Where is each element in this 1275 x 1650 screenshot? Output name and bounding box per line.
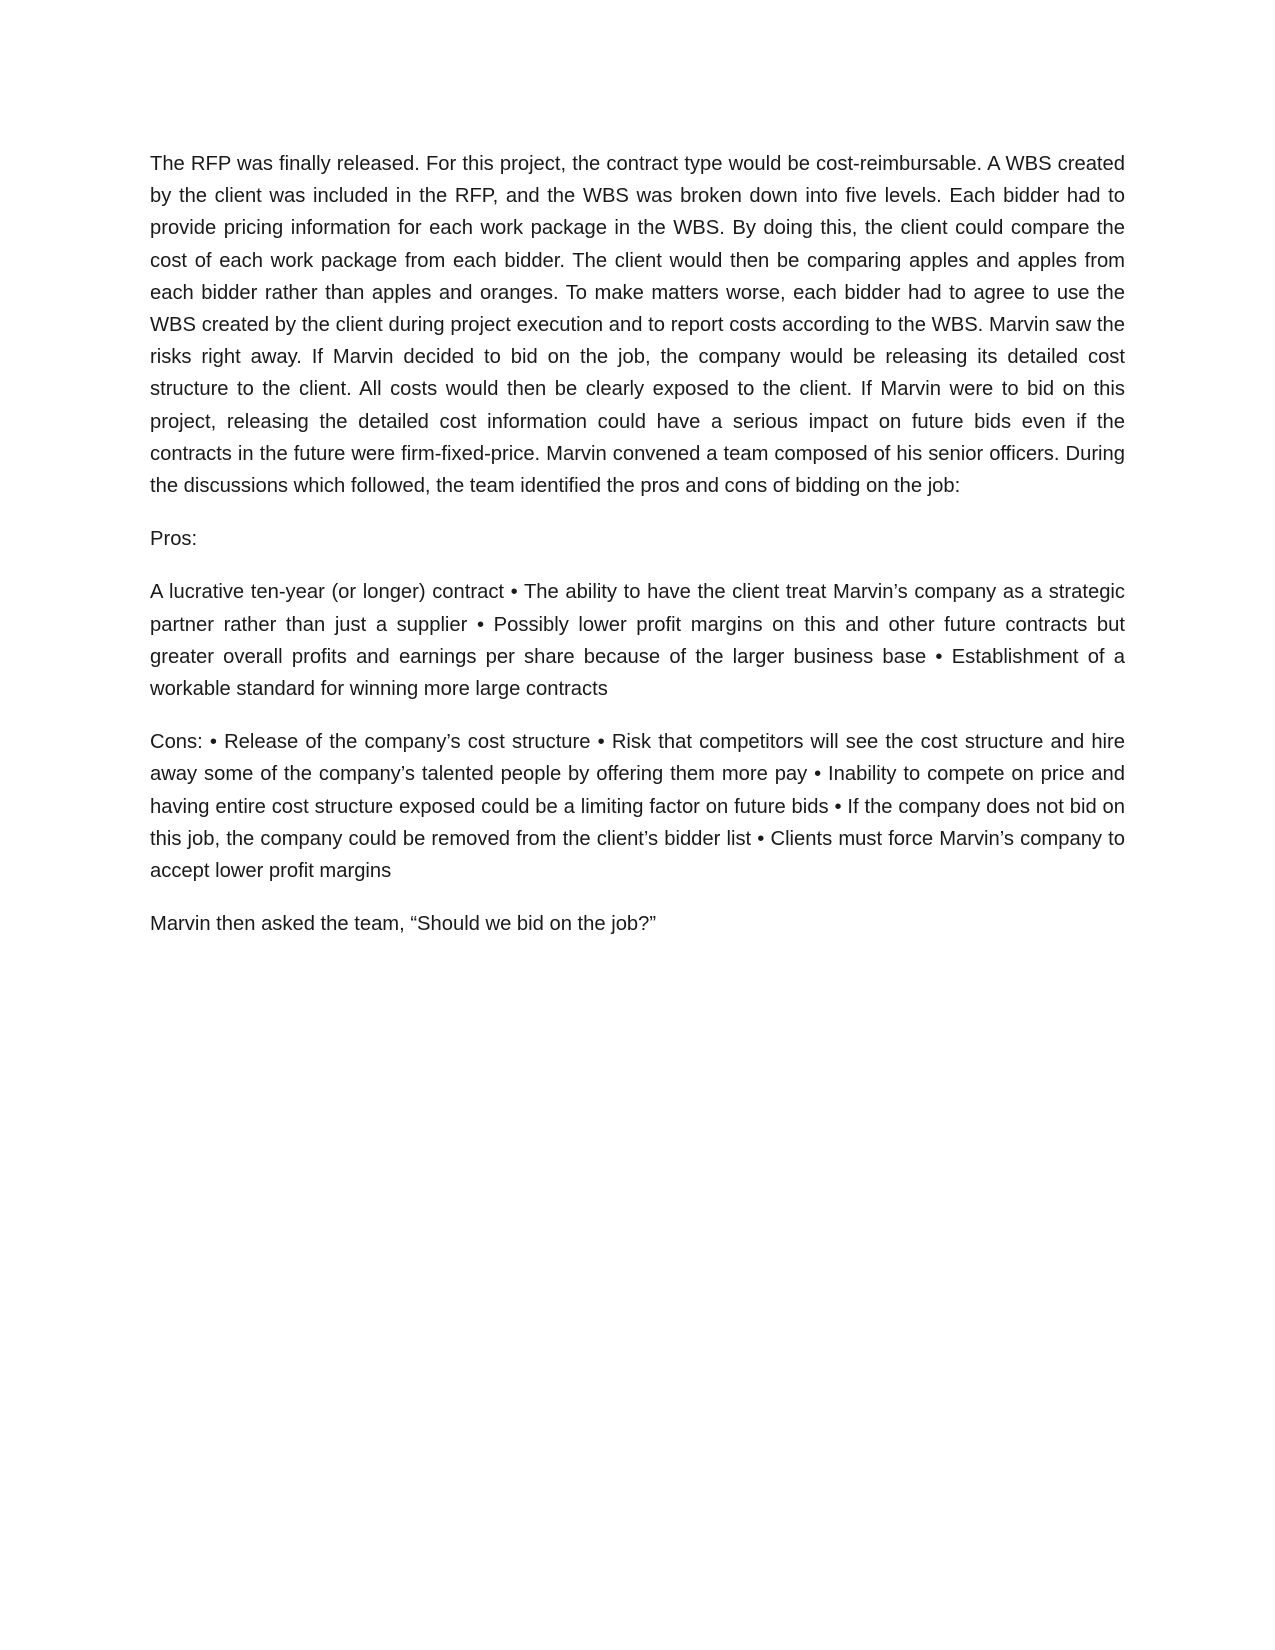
intro-paragraph: The RFP was finally released. For this project, the contract type would be cost-reimbursable. A WBS created by the client was included in the RFP, and the WBS was broken down into five levels. Each bidder had to provide pricing information for each work package in the WBS. By doing this, the client could compare the cost of each work package from each bidder. The client would then be comparing apples and apples from each bidder rather than apples and oranges. To make matters worse, each bidder had to agree to use the WBS created by the client during project execution and to report costs according to the WBS. Marvin saw the risks right away. If Marvin decided to bid on the job, the company would be releasing its detailed cost structure to the client. All costs would then be clearly exposed to the client. If Marvin were to bid on this project, releasing the detailed cost information could have a serious impact on future bids even if the contracts in the future were firm-fixed-price. Marvin convened a team composed of his senior officers. During the discussions which followed, the team identified the pros and cons of bidding on the job: [150,153,1125,498]
pros-heading: Pros: [150,528,198,551]
closing-paragraph: Marvin then asked the team, “Should we bid on the job?” [150,913,657,936]
document-body [150,148,1125,961]
cons-paragraph: Cons: • Release of the company’s cost structure • Risk that competitors will see the cost structure and hire away some of the company’s talented people by offering them more pay • Inability to compete on price and having entire cost structure exposed could be a limiting factor on future bids • If the company does not bid on this job, the company could be removed from the client’s bidder list • Clients must force Marvin’s company to accept lower profit margins [150,731,1125,883]
pros-paragraph: A lucrative ten-year (or longer) contract • The ability to have the client treat Marvin’s company as a strategic partner rather than just a supplier • Possibly lower profit margins on this and other future contracts but greater overall profits and earnings per share because of the larger business base • Establishment of a workable standard for winning more large contracts [150,581,1125,701]
